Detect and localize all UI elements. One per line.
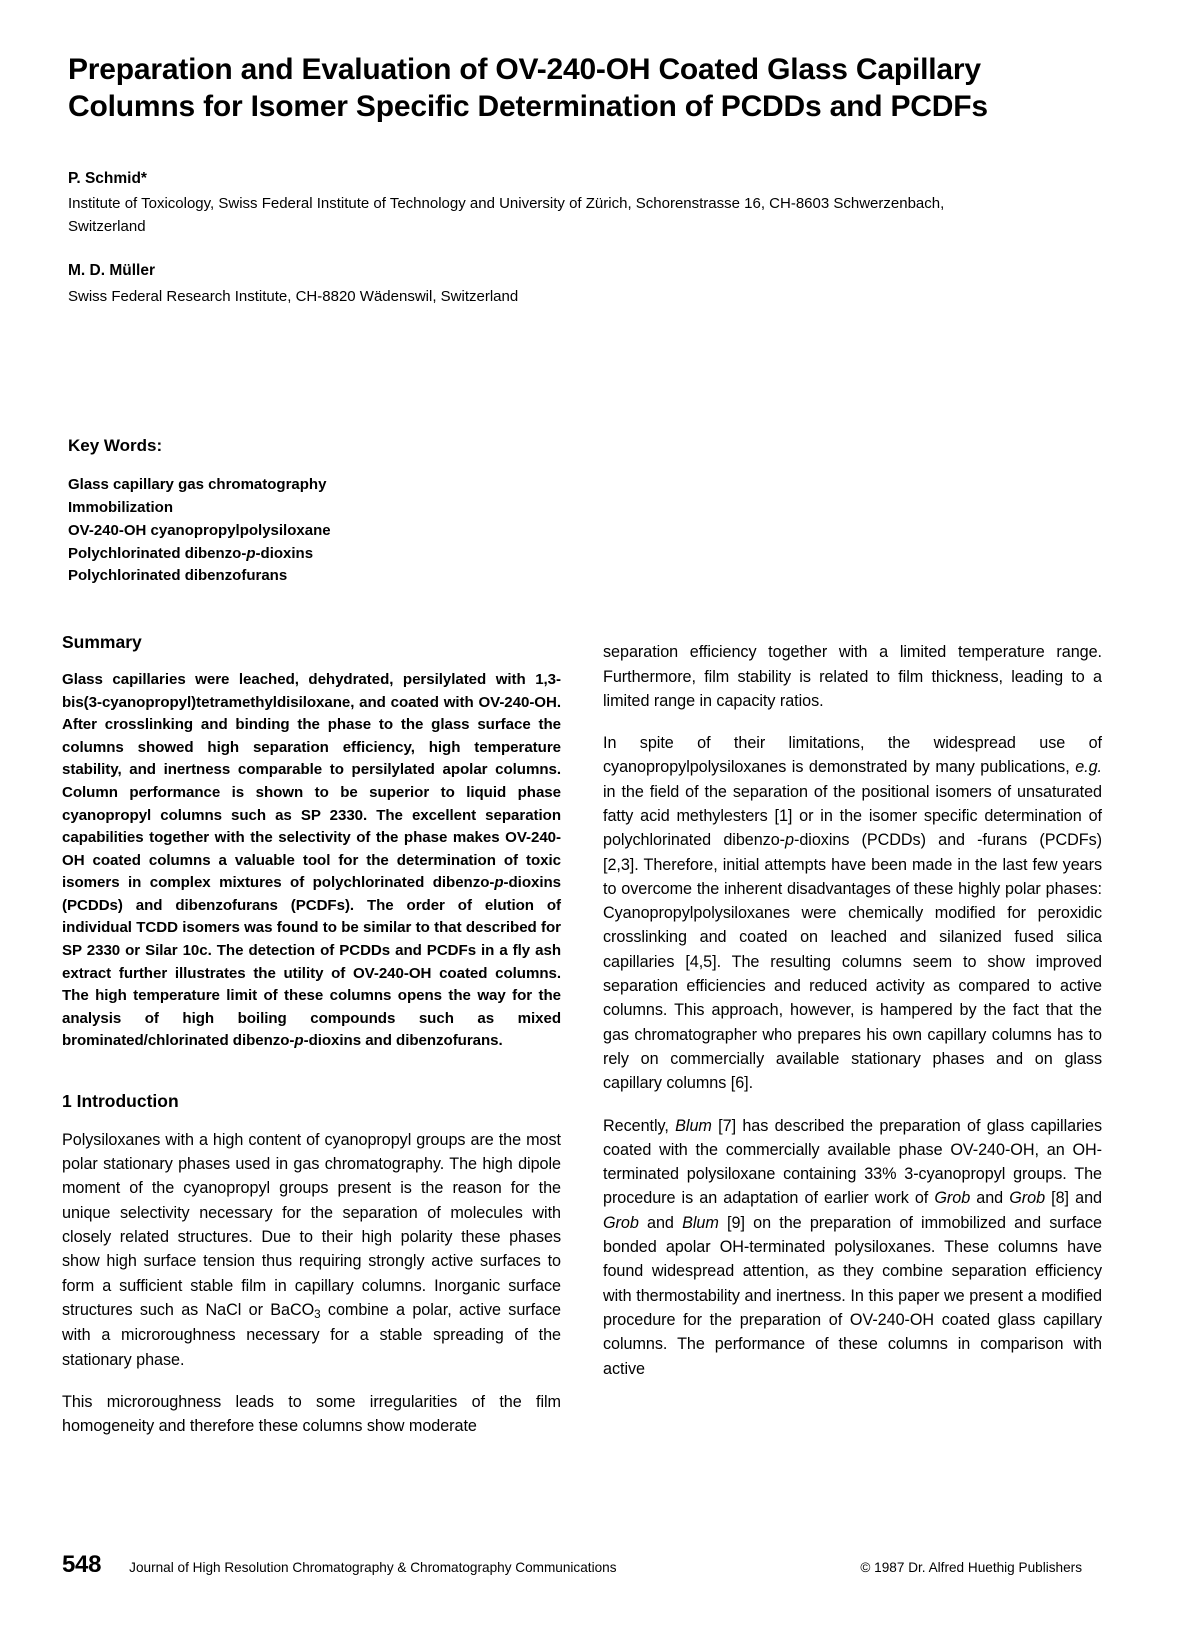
footer-page-number: 548	[62, 1551, 102, 1578]
author-affiliation: Swiss Federal Research Institute, CH-8820 Wädenswil, Switzerland	[68, 287, 519, 305]
keyword-item	[68, 543, 1082, 566]
keyword-item: Glass capillary gas chromatography	[68, 476, 327, 494]
intro-paragraph-3: In spite of their limitations, the widespread use of cyanopropylpolysiloxanes is demonstrated by many publications, e.g. in the field of the separation of the positional isomers of unsaturated fatty acid methylesters [1] or in the isomer specific determination of polychlorinated dibenzo-p-dioxins (PCDDs) and -furans (PCDFs) [2,3]. Therefore, initial attempts have been made in the last few years to overcome the inherent disadvantages of these highly polar phases: Cyanopropylpolysiloxanes were chemically modified for peroxidic crosslinking and coated on leached and silanized fused silica capillaries [4,5]. The resulting columns seem to show improved separation efficiencies and reduced activity as compared to active columns. This approach, however, is hampered by the fact that the gas chromatographer who prepares his own capillary columns has to rely on commercially available stationary phases and on glass capillary columns [6].	[603, 734, 1102, 1093]
keyword-item: Polychlorinated dibenzofurans	[68, 567, 288, 585]
page-title: Preparation and Evaluation of OV-240-OH Coated Glass Capillary Columns for Isomer Specific Determination of PCDDs and PCDFs	[68, 53, 988, 123]
intro-paragraph-1: Polysiloxanes with a high content of cyanopropyl groups are the most polar stationary phases used in gas chromatography. The high dipole moment of the cyanopropyl groups present is the reason for the unique selectivity necessary for the separation of molecules with closely related structures. Due to their high polarity these phases show high surface tension thus requiring strongly active surfaces to form a sufficient stable film in capillary columns. Inorganic surface structures such as NaCl or BaCO$_3$ combine a polar, active surface with a microroughness necessary for a stable spreading of the stationary phase.	[62, 1130, 562, 1369]
author-entry	[68, 260, 1082, 308]
introduction-heading: 1 Introduction	[62, 1090, 179, 1111]
keyword-item: OV-240-OH cyanopropylpolysiloxane	[68, 521, 331, 539]
author-entry	[68, 168, 1082, 238]
summary-text: Glass capillaries were leached, dehydrated, persilylated with 1,3-bis(3-cyanopropyl)tetramethyldisiloxane, and coated with OV-240-OH. After crosslinking and binding the phase to the glass surface the columns showed high separation efficiency, high temperature stability, and inertness comparable to persilylated apolar columns. Column performance is shown to be superior to liquid phase cyanopropyl columns such as SP 2330. The excellent separation capabilities together with the selectivity of the phase makes OV-240-OH coated columns a valuable tool for the determination of toxic isomers in complex mixtures of polychlorinated dibenzo-p-dioxins (PCDDs) and dibenzofurans (PCDFs). The order of elution of individual TCDD isomers was found to be similar to that described for SP 2330 or Silar 10c. The detection of PCDDs and PCDFs in a fly ash extract further illustrates the utility of OV-240-OH coated columns. The high temperature limit of these columns opens the way for the analysis of high boiling compounds such as mixed brominated/chlorinated dibenzo-p-dioxins and dibenzofurans.	[62, 671, 561, 1050]
summary-heading: Summary	[62, 632, 142, 653]
author-name: M. D. Müller	[68, 262, 155, 280]
left-column	[62, 632, 561, 1438]
keyword-item: Immobilization	[68, 499, 173, 517]
keywords-heading: Key Words:	[68, 436, 163, 456]
keywords-section	[68, 436, 1082, 588]
keyword-text-dioxins: Polychlorinated dibenzo-p-dioxins	[68, 544, 314, 562]
intro-paragraph-2-continued: separation efficiency together with a limited temperature range. Furthermore, film stability is related to film thickness, leading to a limited range in capacity ratios.	[603, 643, 1102, 710]
intro-paragraph-2: This microroughness leads to some irregularities of the film homogeneity and therefore these columns show moderate	[62, 1392, 561, 1436]
page-footer	[62, 1551, 1082, 1579]
body-columns	[62, 632, 1102, 1438]
author-list	[68, 168, 1082, 308]
footer-journal-title: Journal of High Resolution Chromatography & Chromatography Communications	[129, 1560, 617, 1575]
intro-paragraph-4: Recently, Blum [7] has described the preparation of glass capillaries coated with the commercially available phase OV-240-OH, an OH-terminated polysiloxane containing 33% 3-cyanopropyl groups. The procedure is an adaptation of earlier work of Grob and Grob [8] and Grob and Blum [9] on the preparation of immobilized and surface bonded apolar OH-terminated polysiloxanes. These columns have found widespread attention, as they combine separation efficiency with thermostability and inertness. In this paper we present a modified procedure for the preparation of OV-240-OH coated glass capillary columns. The performance of these columns in comparison with active	[603, 1116, 1102, 1378]
author-affiliation: Institute of Toxicology, Swiss Federal Institute of Technology and University of Zürich, Schorenstrasse 16, CH-8603 Schwerzenbach, Switzerland	[68, 195, 945, 235]
right-column	[603, 632, 1102, 1438]
keywords-list	[68, 474, 1082, 588]
footer-copyright: © 1987 Dr. Alfred Huethig Publishers	[860, 1560, 1082, 1575]
author-name: P. Schmid*	[68, 169, 147, 187]
